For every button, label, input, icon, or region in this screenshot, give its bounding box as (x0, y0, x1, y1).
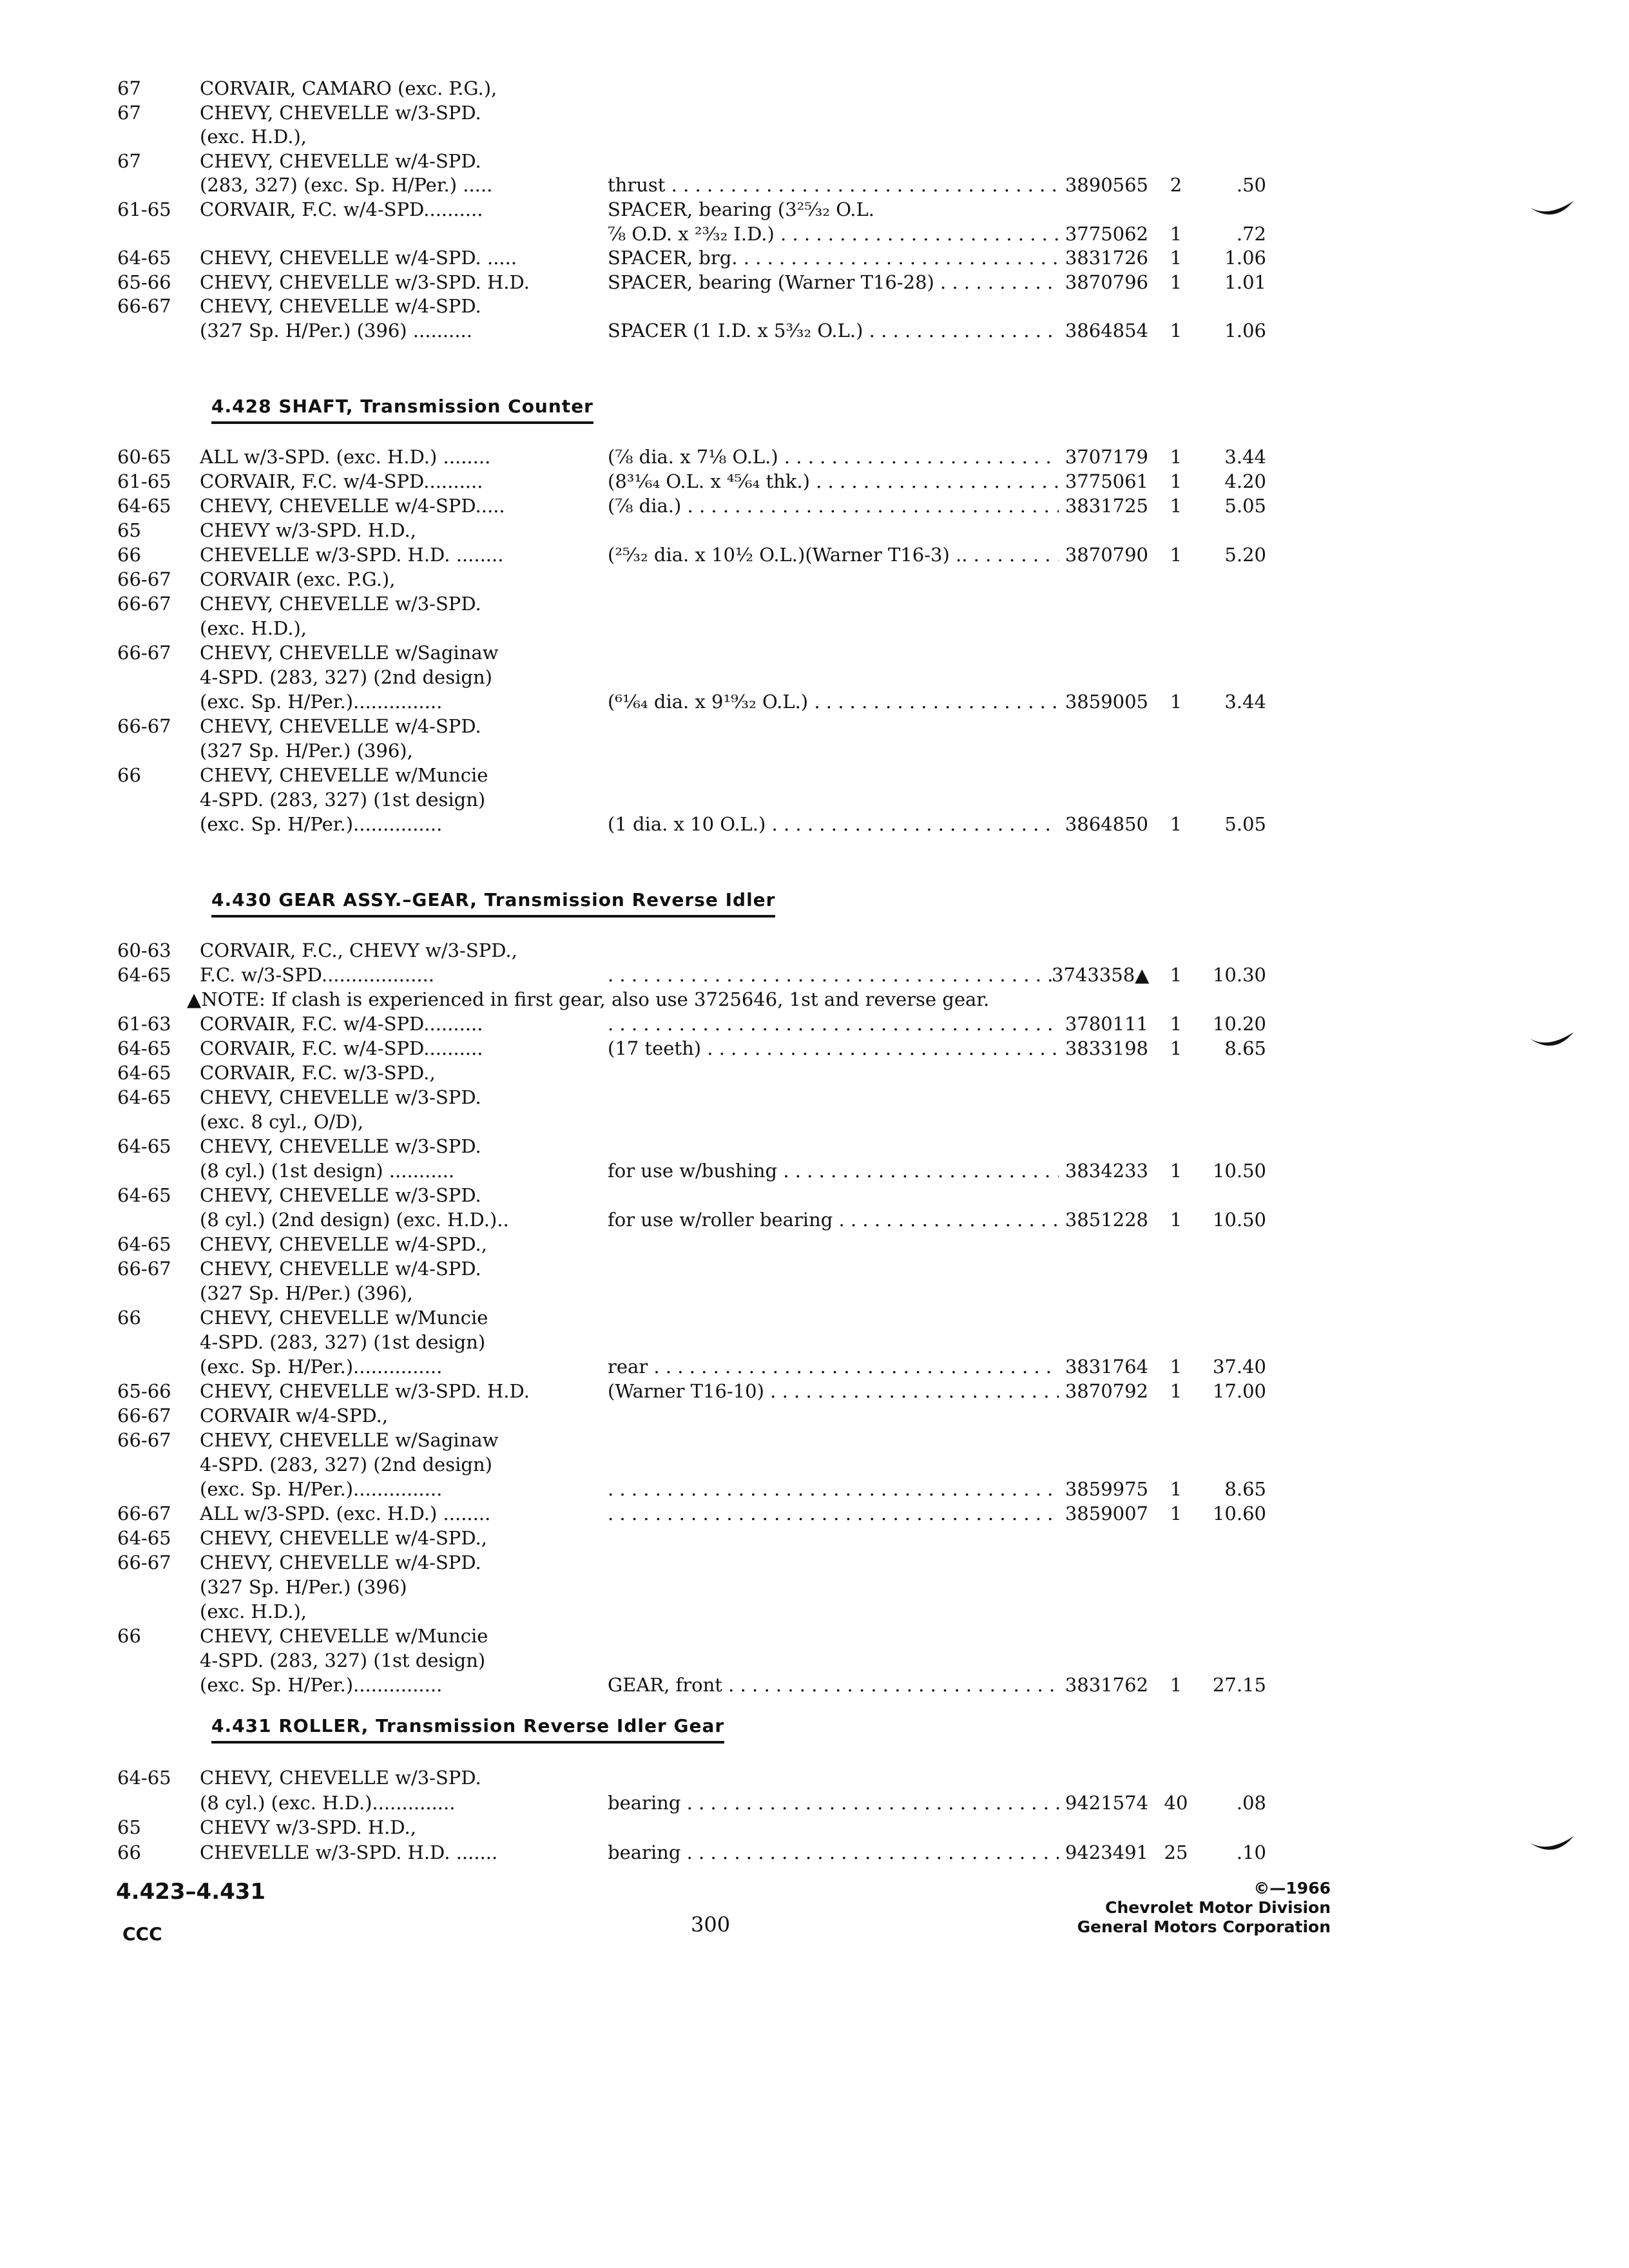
application: CHEVY w/3-SPD. H.D., (200, 1816, 416, 1838)
application: CHEVY, CHEVELLE w/3-SPD. (200, 1135, 481, 1157)
table-row (0, 591, 1629, 616)
application: CHEVY, CHEVELLE w/Saginaw (200, 642, 499, 664)
description: ⅞ O.D. x ²³⁄₃₂ I.D.) . . . (608, 222, 1059, 246)
section-range: 4.423–4.431 (116, 1879, 266, 1905)
corporation-name: General Motors Corporation (1077, 1917, 1331, 1936)
application: (8 cyl.) (2nd design) (exc. H.D.).. (200, 1209, 509, 1231)
table-row (0, 1085, 1629, 1110)
application: (327 Sp. H/Per.) (396), (200, 740, 413, 762)
application: (327 Sp. H/Per.) (396), (200, 1282, 413, 1304)
quantity: 2 (1170, 174, 1182, 197)
part-number: 3831764 (1065, 1356, 1148, 1378)
quantity: 1 (1170, 1209, 1182, 1231)
table-row (0, 763, 1629, 787)
table-row (0, 1403, 1629, 1428)
description: GEAR, front . . . (608, 1673, 1059, 1697)
application: CHEVY, CHEVELLE w/Muncie (200, 1625, 488, 1647)
price: 4.20 (1224, 470, 1266, 492)
table-row (0, 1673, 1629, 1697)
application: CHEVY, CHEVELLE w/3-SPD. H.D. (200, 271, 530, 293)
quantity: 25 (1164, 1841, 1188, 1863)
table-row (0, 101, 1629, 125)
quantity: 1 (1170, 1013, 1182, 1035)
price: .72 (1236, 222, 1266, 245)
part-number: 3859005 (1065, 691, 1148, 713)
application: CHEVY, CHEVELLE w/3-SPD. (200, 1086, 481, 1108)
application: 4-SPD. (283, 327) (1st design) (200, 1649, 486, 1671)
quantity: 1 (1170, 964, 1182, 986)
copyright: ©—1966 (1253, 1879, 1331, 1898)
application: CHEVY, CHEVELLE w/3-SPD. (200, 1184, 481, 1206)
model-years: 61-65 (117, 198, 171, 220)
price: 10.60 (1212, 1503, 1266, 1524)
description: for use w/roller bearing . . . (608, 1207, 1059, 1232)
part-number: 3870796 (1065, 271, 1148, 293)
section-heading-4430: 4.430 GEAR ASSY.–GEAR, Transmission Reverse Idler (211, 888, 775, 918)
application: CHEVY, CHEVELLE w/4-SPD. (200, 149, 481, 172)
table-row (0, 1379, 1629, 1403)
model-years: 66-67 (117, 1552, 171, 1573)
description: (⅞ dia. x 7⅛ O.L.) . . . (608, 445, 1059, 469)
quantity: 1 (1170, 470, 1182, 492)
model-years: 61-63 (117, 1013, 171, 1035)
application: F.C. w/3-SPD................... (200, 964, 435, 986)
description: (8³¹⁄₆₄ O.L. x ⁴⁵⁄₆₄ thk.) . . . (608, 469, 1059, 494)
table-row (0, 1526, 1629, 1550)
model-years: 65-66 (117, 1380, 171, 1402)
description: rear . . . (608, 1354, 1059, 1379)
description: (⁶¹⁄₆₄ dia. x 9¹⁹⁄₃₂ O.L.) . . . (608, 689, 1059, 714)
table-row (0, 543, 1629, 567)
description: (Warner T16-10) . . . (608, 1379, 1059, 1403)
model-years: 66 (117, 1307, 141, 1329)
model-years: 67 (117, 149, 141, 172)
table-row (0, 1452, 1629, 1477)
model-years: 64-65 (117, 1037, 171, 1059)
table-row (0, 938, 1629, 963)
table-row (0, 1624, 1629, 1648)
price: 8.65 (1224, 1478, 1266, 1500)
quantity: 1 (1170, 1674, 1182, 1696)
price: .08 (1236, 1791, 1266, 1814)
description: for use w/bushing . . . (608, 1158, 1059, 1183)
part-number: 3859007 (1065, 1503, 1148, 1524)
table-row (0, 1256, 1629, 1281)
application: (exc. Sp. H/Per.)............... (200, 1478, 443, 1500)
description (608, 1012, 1059, 1036)
application: CORVAIR, F.C. w/4-SPD.......... (200, 198, 483, 220)
table-row (0, 1354, 1629, 1379)
part-number: 3831726 (1065, 247, 1148, 269)
model-years: 65 (117, 1816, 141, 1838)
table-row (0, 445, 1629, 469)
price: 37.40 (1212, 1356, 1266, 1378)
price: 1.06 (1224, 247, 1266, 269)
quantity: 1 (1170, 1037, 1182, 1059)
price: 27.15 (1212, 1674, 1266, 1696)
model-years: 66-67 (117, 1503, 171, 1524)
description (608, 1477, 1059, 1501)
application: (exc. H.D.), (200, 126, 307, 148)
model-years: 66-67 (117, 1429, 171, 1451)
table-row (0, 1550, 1629, 1575)
table-row (0, 812, 1629, 836)
model-years: 64-65 (117, 1062, 171, 1084)
application: CORVAIR, F.C. w/4-SPD.......... (200, 1037, 483, 1059)
description: bearing . . . (608, 1791, 1059, 1815)
table-row (0, 987, 1629, 1012)
price: 10.20 (1212, 1013, 1266, 1035)
description: (²⁵⁄₃₂ dia. x 10½ O.L.)(Warner T16-3) .. . . . (608, 543, 1059, 567)
price: 5.05 (1224, 495, 1266, 517)
table-row (0, 1207, 1629, 1232)
application: (exc. Sp. H/Per.)............... (200, 1674, 443, 1696)
table-row (0, 197, 1629, 222)
part-number: 3780111 (1065, 1013, 1148, 1035)
table-row (0, 714, 1629, 738)
model-years: 67 (117, 101, 141, 124)
description: thrust . . . (608, 173, 1059, 197)
quantity: 1 (1170, 247, 1182, 269)
part-number: 9421574 (1065, 1791, 1148, 1814)
application: (exc. H.D.), (200, 617, 307, 639)
table-row (0, 1791, 1629, 1815)
part-number: 3864850 (1065, 813, 1148, 835)
part-number: 3775062 (1065, 222, 1148, 245)
table-row (0, 294, 1629, 318)
application: (exc. Sp. H/Per.)............... (200, 691, 443, 713)
table-row (0, 518, 1629, 543)
table-row (0, 494, 1629, 518)
table-row (0, 787, 1629, 812)
model-years: 64-65 (117, 1086, 171, 1108)
table-row (0, 76, 1629, 101)
table-row (0, 469, 1629, 494)
table-row (0, 245, 1629, 270)
application: CORVAIR (exc. P.G.), (200, 568, 396, 590)
table-row (0, 270, 1629, 294)
quantity: 1 (1170, 1356, 1182, 1378)
table-row (0, 124, 1629, 149)
price: 5.05 (1224, 813, 1266, 835)
price: 1.06 (1224, 320, 1266, 341)
model-years: 64-65 (117, 1527, 171, 1549)
quantity: 1 (1170, 544, 1182, 566)
application: CORVAIR w/4-SPD., (200, 1405, 389, 1427)
table-row (0, 640, 1629, 665)
section-heading-4431: 4.431 ROLLER, Transmission Reverse Idler Gear (211, 1714, 724, 1744)
model-years: 66-67 (117, 295, 171, 318)
model-years: 66-67 (117, 642, 171, 664)
model-years: 64-65 (117, 1767, 171, 1789)
application: (327 Sp. H/Per.) (396) .......... (200, 320, 472, 341)
table-row (0, 1061, 1629, 1085)
part-number: 3833198 (1065, 1037, 1148, 1059)
model-years: 66-67 (117, 1405, 171, 1427)
table-row (0, 1330, 1629, 1354)
description (608, 1501, 1059, 1526)
part-number: 3743358▲ (1052, 964, 1150, 986)
price: .50 (1236, 174, 1266, 197)
table-row (0, 1765, 1629, 1790)
description: SPACER (1 I.D. x 5³⁄₃₂ O.L.) . . . (608, 318, 1059, 343)
application: CORVAIR, F.C., CHEVY w/3-SPD., (200, 939, 517, 961)
table-row (0, 1134, 1629, 1158)
model-years: 66-67 (117, 715, 171, 737)
part-number: 3870792 (1065, 1380, 1148, 1402)
application: CHEVY, CHEVELLE w/4-SPD. (200, 715, 481, 737)
application: CHEVY, CHEVELLE w/4-SPD..... (200, 495, 505, 517)
part-number: 3707179 (1065, 446, 1148, 468)
quantity: 1 (1170, 320, 1182, 341)
table-row (0, 567, 1629, 591)
price: 17.00 (1212, 1380, 1266, 1402)
margin-mark-icon (1528, 1834, 1575, 1860)
application: CHEVY, CHEVELLE w/4-SPD. (200, 1258, 481, 1280)
application: (exc. 8 cyl., O/D), (200, 1111, 364, 1133)
section-heading-4428: 4.428 SHAFT, Transmission Counter (211, 394, 593, 424)
price: 3.44 (1224, 446, 1266, 468)
description: (1 dia. x 10 O.L.) . . . (608, 812, 1059, 836)
table-row (0, 1815, 1629, 1840)
model-years: 64-65 (117, 1135, 171, 1157)
quantity: 1 (1170, 1380, 1182, 1402)
model-years: 64-65 (117, 247, 171, 269)
model-years: 65 (117, 519, 141, 541)
table-row (0, 1158, 1629, 1183)
part-number: 9423491 (1065, 1841, 1148, 1863)
application: CORVAIR, F.C. w/3-SPD., (200, 1062, 436, 1084)
application: CHEVY, CHEVELLE w/Saginaw (200, 1429, 499, 1451)
table-row (0, 1305, 1629, 1330)
price: 10.30 (1212, 964, 1266, 986)
quantity: 1 (1170, 271, 1182, 293)
model-years: 64-65 (117, 964, 171, 986)
part-number: 3859975 (1065, 1478, 1148, 1500)
page-number: 300 (691, 1912, 731, 1937)
model-years: 61-65 (117, 470, 171, 492)
application: 4-SPD. (283, 327) (2nd design) (200, 1454, 492, 1475)
table-row (0, 1012, 1629, 1036)
model-years: 66 (117, 1625, 141, 1647)
application: (8 cyl.) (1st design) ........... (200, 1160, 455, 1182)
model-years: 65-66 (117, 271, 171, 293)
table-row (0, 1840, 1629, 1865)
price: 1.01 (1224, 271, 1266, 293)
application: CHEVY, CHEVELLE w/4-SPD., (200, 1527, 487, 1549)
application: (283, 327) (exc. Sp. H/Per.) ..... (200, 174, 493, 197)
model-years: 64-65 (117, 1184, 171, 1206)
division-name: Chevrolet Motor Division (1105, 1898, 1331, 1917)
table-row (0, 1110, 1629, 1134)
quantity: 1 (1170, 1160, 1182, 1182)
application: (8 cyl.) (exc. H.D.).............. (200, 1791, 456, 1814)
application: CHEVY, CHEVELLE w/4-SPD. (200, 1552, 481, 1573)
table-row (0, 1183, 1629, 1207)
application: CHEVY, CHEVELLE w/Muncie (200, 764, 488, 786)
model-years: 66-67 (117, 593, 171, 615)
description: bearing . . . (608, 1840, 1059, 1865)
model-years: 60-65 (117, 446, 171, 468)
margin-mark-icon (1528, 1030, 1575, 1055)
application: CHEVY, CHEVELLE w/4-SPD., (200, 1233, 487, 1255)
description: SPACER, bearing (3²⁵⁄₃₂ O.L. (608, 198, 875, 220)
description (608, 963, 1059, 987)
quantity: 1 (1170, 1478, 1182, 1500)
model-years: 67 (117, 77, 141, 99)
application: (327 Sp. H/Per.) (396) (200, 1576, 407, 1598)
table-row (0, 318, 1629, 343)
part-number: 3775061 (1065, 470, 1148, 492)
part-number: 3834233 (1065, 1160, 1148, 1182)
price: 10.50 (1212, 1160, 1266, 1182)
description: SPACER, bearing (Warner T16-28) . . . (608, 270, 1059, 294)
table-row (0, 149, 1629, 173)
table-row (0, 1281, 1629, 1305)
price: .10 (1236, 1841, 1266, 1863)
part-number: 3870790 (1065, 544, 1148, 566)
description: (17 teeth) . . . (608, 1036, 1059, 1061)
description: SPACER, brg. . . . (608, 245, 1059, 270)
application: CHEVY w/3-SPD. H.D., (200, 519, 416, 541)
description: (⅞ dia.) . . . (608, 494, 1059, 518)
application: CHEVY, CHEVELLE w/3-SPD. (200, 101, 481, 124)
table-row (0, 1232, 1629, 1256)
part-number: 3864854 (1065, 320, 1148, 341)
table-row (0, 1036, 1629, 1061)
application: CHEVY, CHEVELLE w/4-SPD. (200, 295, 481, 318)
model-years: 66-67 (117, 568, 171, 590)
table-row (0, 689, 1629, 714)
price: 8.65 (1224, 1037, 1266, 1059)
application: ALL w/3-SPD. (exc. H.D.) ........ (200, 446, 491, 468)
table-row (0, 1599, 1629, 1624)
part-number: 3890565 (1065, 174, 1148, 197)
application: CHEVY, CHEVELLE w/3-SPD. (200, 593, 481, 615)
part-number: 3851228 (1065, 1209, 1148, 1231)
application: CHEVELLE w/3-SPD. H.D. ........ (200, 544, 504, 566)
part-number: 3831762 (1065, 1674, 1148, 1696)
table-row (0, 963, 1629, 987)
application: CHEVY, CHEVELLE w/3-SPD. H.D. (200, 1380, 530, 1402)
quantity: 1 (1170, 813, 1182, 835)
application: CORVAIR, F.C. w/4-SPD.......... (200, 1013, 483, 1035)
price: 10.50 (1212, 1209, 1266, 1231)
application: CORVAIR, F.C. w/4-SPD.......... (200, 470, 483, 492)
table-row (0, 738, 1629, 763)
table-row (0, 665, 1629, 689)
model-years: 66 (117, 1841, 141, 1863)
application: CHEVY, CHEVELLE w/4-SPD. ..... (200, 247, 517, 269)
application: CORVAIR, CAMARO (exc. P.G.), (200, 77, 497, 99)
application: CHEVY, CHEVELLE w/Muncie (200, 1307, 488, 1329)
table-row (0, 222, 1629, 246)
quantity: 1 (1170, 691, 1182, 713)
application: (exc. Sp. H/Per.)............... (200, 1356, 443, 1378)
application: (exc. Sp. H/Per.)............... (200, 813, 443, 835)
application: 4-SPD. (283, 327) (1st design) (200, 789, 486, 811)
application: (exc. H.D.), (200, 1600, 307, 1622)
quantity: 1 (1170, 446, 1182, 468)
application: CHEVY, CHEVELLE w/3-SPD. (200, 1767, 481, 1789)
model-years: 64-65 (117, 495, 171, 517)
table-row (0, 1648, 1629, 1673)
price: 5.20 (1224, 544, 1266, 566)
footnote: ▲NOTE: If clash is experienced in first gear, also use 3725646, 1st and reverse gear. (187, 988, 990, 1010)
table-row (0, 616, 1629, 640)
quantity: 1 (1170, 222, 1182, 245)
part-number: 3831725 (1065, 495, 1148, 517)
model-years: 64-65 (117, 1233, 171, 1255)
quantity: 1 (1170, 495, 1182, 517)
model-years: 60-63 (117, 939, 171, 961)
quantity: 1 (1170, 1503, 1182, 1524)
table-row (0, 1428, 1629, 1452)
model-years: 66 (117, 544, 141, 566)
application: CHEVELLE w/3-SPD. H.D. ....... (200, 1841, 498, 1863)
application: ALL w/3-SPD. (exc. H.D.) ........ (200, 1503, 491, 1524)
application: 4-SPD. (283, 327) (2nd design) (200, 666, 492, 688)
model-years: 66 (117, 764, 141, 786)
table-row (0, 1575, 1629, 1599)
application: 4-SPD. (283, 327) (1st design) (200, 1331, 486, 1353)
table-row (0, 173, 1629, 197)
price: 3.44 (1224, 691, 1266, 713)
model-years: 66-67 (117, 1258, 171, 1280)
quantity: 40 (1164, 1791, 1188, 1814)
margin-mark-icon (1528, 198, 1575, 224)
table-row (0, 1501, 1629, 1526)
table-row (0, 1477, 1629, 1501)
catalog-code: CCC (122, 1923, 162, 1945)
